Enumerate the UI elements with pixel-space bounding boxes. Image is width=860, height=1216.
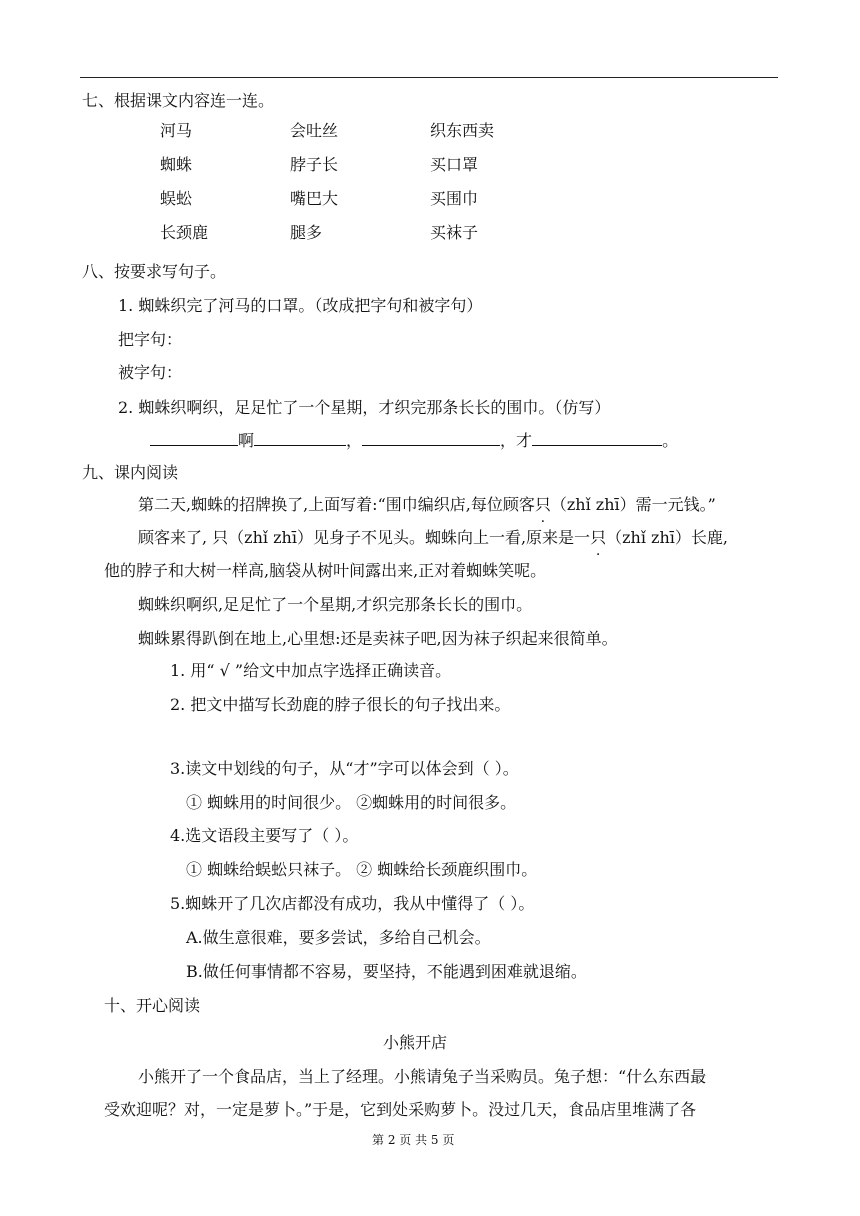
question-8-2: 2. 蜘蛛织啊织，足足忙了一个星期，才织完那条长长的围巾。（仿写） [118, 398, 611, 417]
question-9-5-option-a: A.做生意很难，要多尝试，多给自己机会。 [186, 928, 491, 947]
fill-word: 才 [516, 431, 533, 450]
question-9-3-options: ① 蜘蛛用的时间很少。 ②蜘蛛用的时间很多。 [186, 793, 517, 812]
question-9-4: 4.选文语段主要写了（ ）。 [170, 826, 359, 845]
fill-blank[interactable] [150, 431, 238, 446]
fill-blank[interactable] [532, 431, 662, 446]
fill-blank[interactable] [362, 431, 500, 446]
passage-paragraph-3: 蜘蛛织啊织,足足忙了一个星期,才织完那条长长的围巾。 [138, 595, 533, 614]
question-9-3: 3.读文中划线的句子，从“才”字可以体会到（ ）。 [170, 759, 519, 778]
question-9-1: 1. 用“ √ ”给文中加点字选择正确读音。 [170, 661, 452, 680]
section-9-title: 九、课内阅读 [82, 463, 179, 482]
question-8-1: 1. 蜘蛛织完了河马的口罩。（改成把字句和被字句） [118, 296, 483, 315]
imitation-fill-line [150, 428, 678, 451]
passage-text: （zhǐ zhī）需一元钱。” [550, 495, 716, 514]
question-9-4-options: ① 蜘蛛给蜈蚣只袜子。 ② 蜘蛛给长颈鹿织围巾。 [186, 860, 538, 879]
match-col1-item: 长颈鹿 [160, 223, 209, 242]
section-10-title: 十、开心阅读 [104, 996, 201, 1015]
passage-text: 顾客来了, 只（zhǐ zhī）见身子不见头。蜘蛛向上一看,原来是一 [138, 528, 591, 547]
story-title: 小熊开店 [383, 1033, 448, 1052]
question-9-5-option-b: B.做任何事情都不容易，要坚持，不能遇到困难就退缩。 [186, 962, 587, 981]
section-7-title: 七、根据课文内容连一连。 [82, 91, 275, 110]
question-9-2: 2. 把文中描写长劲鹿的脖子很长的句子找出来。 [170, 695, 511, 714]
fill-punct: ， [346, 431, 363, 450]
match-col2-item: 会吐丝 [290, 121, 339, 140]
fill-punct: ， [500, 431, 517, 450]
passage-paragraph-2 [138, 525, 728, 548]
page-footer: 第 2 页 共 5 页 [372, 1133, 455, 1147]
match-col1-item: 蜘蛛 [160, 155, 193, 174]
match-col2-item: 嘴巴大 [290, 189, 339, 208]
passage-paragraph-4: 蜘蛛累得趴倒在地上,心里想:还是卖袜子吧,因为袜子织起来很简单。 [138, 629, 618, 648]
match-col3-item: 买围巾 [430, 189, 479, 208]
match-col3-item: 买袜子 [430, 223, 479, 242]
dotted-char: 只 [590, 528, 607, 547]
dotted-char: 只 [534, 495, 551, 514]
match-col1-item: 河马 [160, 121, 193, 140]
story-line-2: 受欢迎呢？对，一定是萝卜。”于是，它到处采购萝卜。没过几天，食品店里堆满了各 [104, 1100, 697, 1119]
question-9-5: 5.蜘蛛开了几次店都没有成功，我从中懂得了（ ）。 [170, 894, 535, 913]
story-line-1: 小熊开了一个食品店，当上了经理。小熊请兔子当采购员。兔子想：“什么东西最 [138, 1067, 707, 1086]
match-col3-item: 织东西卖 [430, 121, 495, 140]
passage-text: （zhǐ zhī）长鹿, [606, 528, 728, 547]
match-col3-item: 买口罩 [430, 155, 479, 174]
fill-blank[interactable] [254, 431, 346, 446]
bei-sentence-label: 被字句： [118, 363, 183, 382]
passage-paragraph-1 [138, 492, 716, 515]
fill-word: 啊 [238, 431, 255, 450]
fill-punct: 。 [662, 431, 679, 450]
match-col1-item: 蜈蚣 [160, 189, 193, 208]
passage-paragraph-2-cont: 他的脖子和大树一样高,脑袋从树叶间露出来,正对着蜘蛛笑呢。 [104, 561, 547, 580]
header-rule [80, 77, 778, 78]
section-8-title: 八、按要求写句子。 [82, 262, 227, 281]
passage-text: 第二天,蜘蛛的招牌换了,上面写着:“围巾编织店,每位顾客 [138, 495, 535, 514]
match-col2-item: 腿多 [290, 223, 323, 242]
ba-sentence-label: 把字句： [118, 330, 183, 349]
match-col2-item: 脖子长 [290, 155, 339, 174]
